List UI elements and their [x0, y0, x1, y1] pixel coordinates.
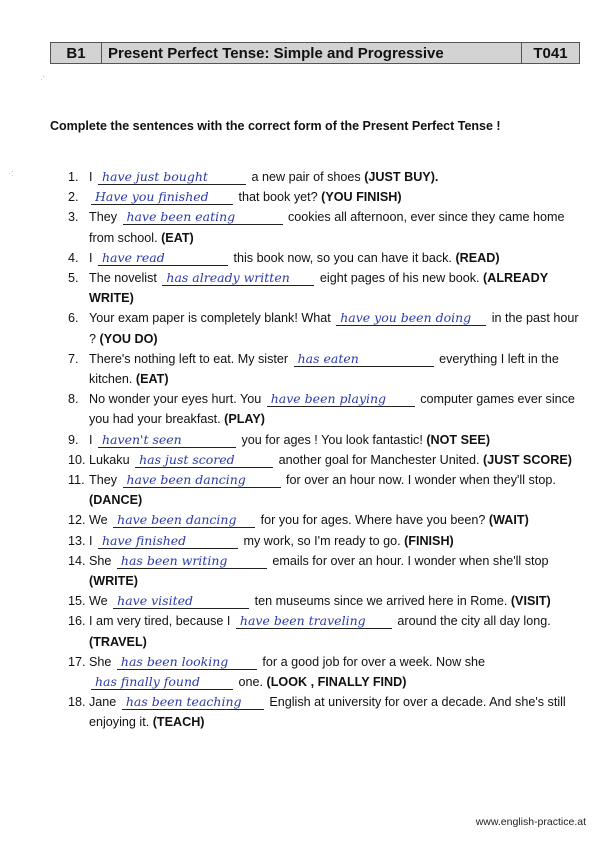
item-number: 8. [68, 392, 79, 407]
item-number: 13. [68, 533, 86, 548]
sentence-start: I [89, 250, 93, 265]
sentence-start: They [89, 473, 117, 488]
sentence-end: for you for ages. Where have you been? [260, 513, 486, 528]
item-text [89, 531, 588, 551]
exercise-item [68, 510, 588, 530]
item-number: 6. [68, 311, 79, 326]
item-number: 3. [68, 210, 79, 225]
exercise-list [68, 167, 588, 733]
handwritten-answer: Have you finished [95, 189, 209, 205]
verb-hint: (EAT) [161, 230, 194, 245]
sentence-start: She [89, 553, 112, 568]
handwritten-answer: has finally found [95, 674, 201, 690]
handwritten-answer: has been writing [120, 552, 228, 568]
item-number: 5. [68, 271, 79, 286]
sentence-end: in the past hour ? [89, 311, 579, 346]
item-text [89, 611, 588, 651]
exercise-item [68, 207, 588, 247]
verb-hint: (EAT) [135, 372, 169, 387]
sentence-start: We [89, 513, 108, 528]
answer-blank[interactable] [98, 534, 238, 549]
verb-hint: (TEACH) [152, 715, 205, 730]
handwritten-answer: has just scored [139, 451, 235, 467]
item-number: 4. [68, 250, 79, 265]
answer-blank[interactable] [236, 614, 392, 629]
item-text [89, 248, 588, 268]
answer-blank[interactable] [98, 170, 246, 185]
sentence-start: No wonder your eyes hurt. You [89, 392, 262, 407]
sentence-end: that book yet? [238, 190, 318, 205]
answer-blank[interactable] [122, 695, 264, 710]
handwritten-answer: have finished [102, 532, 187, 548]
sentence-end: computer games ever since you had your breakfast. [89, 392, 575, 427]
sentence-start: I [89, 533, 93, 548]
handwritten-answer: have been eating [126, 209, 236, 225]
sentence-start: They [89, 210, 117, 225]
item-text [89, 349, 588, 389]
sentence-end-2: one. [238, 675, 264, 690]
item-text [89, 450, 588, 470]
sentence-end: cookies all afternoon, ever since they came home from school. [89, 210, 565, 245]
handwritten-answer: has eaten [297, 350, 359, 366]
answer-blank[interactable] [117, 655, 257, 670]
item-number: 1. [68, 170, 79, 184]
answer-blank[interactable] [113, 594, 249, 609]
exercise-item [68, 187, 588, 207]
sentence-end: you for ages ! You look fantastic! [241, 432, 423, 447]
item-number: 10. [68, 452, 86, 467]
item-text [89, 187, 588, 207]
handwritten-answer: has been teaching [125, 694, 242, 710]
sentence-end: this book now, so you can have it back. [233, 250, 452, 265]
verb-hint: (YOU FINISH) [321, 190, 402, 205]
verb-hint: (VISIT) [510, 594, 551, 609]
sentence-end: English at university for over a decade. And she's still enjoying it. [89, 695, 566, 730]
sentence-end: around the city all day long. [397, 614, 551, 629]
exercise-item [68, 450, 588, 470]
sentence-start: Lukaku [89, 452, 130, 467]
sentence-end: a new pair of shoes [251, 170, 361, 184]
sentence-start: Your exam paper is completely blank! What [89, 311, 331, 326]
exercise-item [68, 430, 588, 450]
item-text [89, 389, 588, 429]
handwritten-answer: have read [102, 249, 165, 265]
scan-speck: ·' [40, 74, 45, 84]
verb-hint: (PLAY) [224, 412, 265, 427]
exercise-item [68, 248, 588, 268]
answer-blank[interactable] [117, 554, 267, 569]
handwritten-answer: have just bought [102, 169, 208, 184]
item-number: 17. [68, 654, 86, 669]
item-text [89, 652, 588, 692]
sentence-start: I am very tired, because I [89, 614, 231, 629]
sentence-end: ten museums since we arrived here in Rome. [254, 594, 508, 609]
answer-blank[interactable] [267, 392, 415, 407]
sentence-start: I [89, 170, 93, 184]
item-text [89, 207, 588, 247]
exercise-item [68, 389, 588, 429]
exercise-item [68, 692, 588, 732]
handwritten-answer: haven't seen [102, 431, 182, 447]
handwritten-answer: have been traveling [239, 613, 366, 629]
answer-blank[interactable] [294, 352, 434, 367]
item-text [89, 308, 588, 348]
footer-url: www.english-practice.at [475, 816, 586, 828]
verb-hint: (WAIT) [488, 513, 529, 528]
exercise-item [68, 268, 588, 308]
verb-hint: (JUST SCORE) [483, 452, 572, 467]
handwritten-answer: have been dancing [126, 472, 246, 488]
verb-hint: (JUST BUY). [364, 170, 439, 184]
answer-blank[interactable] [162, 271, 314, 286]
handwritten-answer: have visited [117, 593, 194, 609]
verb-hint: (LOOK , FINALLY FIND) [266, 675, 407, 690]
handwritten-answer: has been looking [120, 653, 229, 669]
verb-hint: (YOU DO) [99, 331, 158, 346]
sentence-end: for over an hour now. I wonder when they'll stop. [286, 473, 556, 488]
exercise-item [68, 308, 588, 348]
item-text [89, 551, 588, 591]
item-text [89, 510, 588, 530]
sentence-end: everything I left in the kitchen. [89, 351, 559, 387]
answer-blank[interactable] [91, 190, 233, 205]
exercise-item [68, 611, 588, 651]
scan-speck: ·: [8, 168, 14, 178]
handwritten-answer: have you been doing [340, 310, 472, 326]
item-number: 15. [68, 594, 86, 609]
verb-hint: (READ) [455, 250, 500, 265]
exercise-item [68, 349, 588, 389]
item-number: 14. [68, 553, 86, 568]
exercise-item [68, 551, 588, 591]
sentence-end: another goal for Manchester United. [278, 452, 480, 467]
sentence-end: emails for over an hour. I wonder when she'll stop [272, 553, 549, 568]
verb-hint: (FINISH) [404, 533, 454, 548]
exercise-item [68, 167, 588, 187]
answer-blank[interactable] [135, 453, 273, 468]
answer-blank[interactable] [123, 473, 281, 488]
item-number: 18. [68, 695, 86, 710]
item-number: 2. [68, 190, 79, 205]
item-text [89, 591, 588, 611]
sentence-start: I [89, 432, 93, 447]
worksheet-code: T041 [522, 42, 580, 64]
handwritten-answer: have been playing [270, 391, 387, 407]
handwritten-answer: has already written [166, 270, 290, 286]
verb-hint: (TRAVEL) [89, 634, 147, 649]
level-label: B1 [50, 42, 102, 64]
item-number: 11. [68, 473, 85, 488]
item-number: 9. [68, 432, 79, 447]
item-number: 16. [68, 614, 86, 629]
item-text [89, 167, 588, 187]
answer-blank[interactable] [98, 251, 228, 266]
sentence-end: for a good job for over a week. Now she [262, 654, 486, 669]
verb-hint: (NOT SEE) [426, 432, 491, 447]
exercise-item [68, 531, 588, 551]
worksheet-title: Present Perfect Tense: Simple and Progressive [102, 42, 522, 64]
sentence-start: She [89, 654, 112, 669]
item-text [89, 692, 588, 732]
sentence-start: The novelist [89, 271, 157, 286]
sentence-start: Jane [89, 695, 117, 710]
exercise-item [68, 470, 588, 510]
item-text [89, 470, 588, 510]
sentence-end: eight pages of his new book. [319, 271, 480, 286]
answer-blank[interactable] [98, 433, 236, 448]
instruction-text: Complete the sentences with the correct form of the Present Perfect Tense ! [50, 119, 501, 133]
verb-hint: (WRITE) [89, 574, 138, 589]
answer-blank[interactable] [113, 513, 255, 528]
item-text [89, 268, 588, 308]
verb-hint: (ALREADY WRITE) [89, 271, 548, 306]
sentence-start: There's nothing left to eat. My sister [89, 351, 289, 366]
item-text [89, 430, 588, 450]
handwritten-answer: have been dancing [117, 512, 237, 528]
sentence-start: We [89, 594, 108, 609]
sentence-end: my work, so I'm ready to go. [243, 533, 401, 548]
answer-blank[interactable] [123, 210, 283, 225]
item-number: 7. [68, 351, 79, 366]
worksheet-header [50, 42, 580, 64]
exercise-item [68, 652, 588, 692]
answer-blank[interactable] [91, 675, 233, 690]
item-number: 12. [68, 513, 86, 528]
verb-hint: (DANCE) [89, 493, 143, 508]
answer-blank[interactable] [336, 311, 486, 326]
exercise-item [68, 591, 588, 611]
